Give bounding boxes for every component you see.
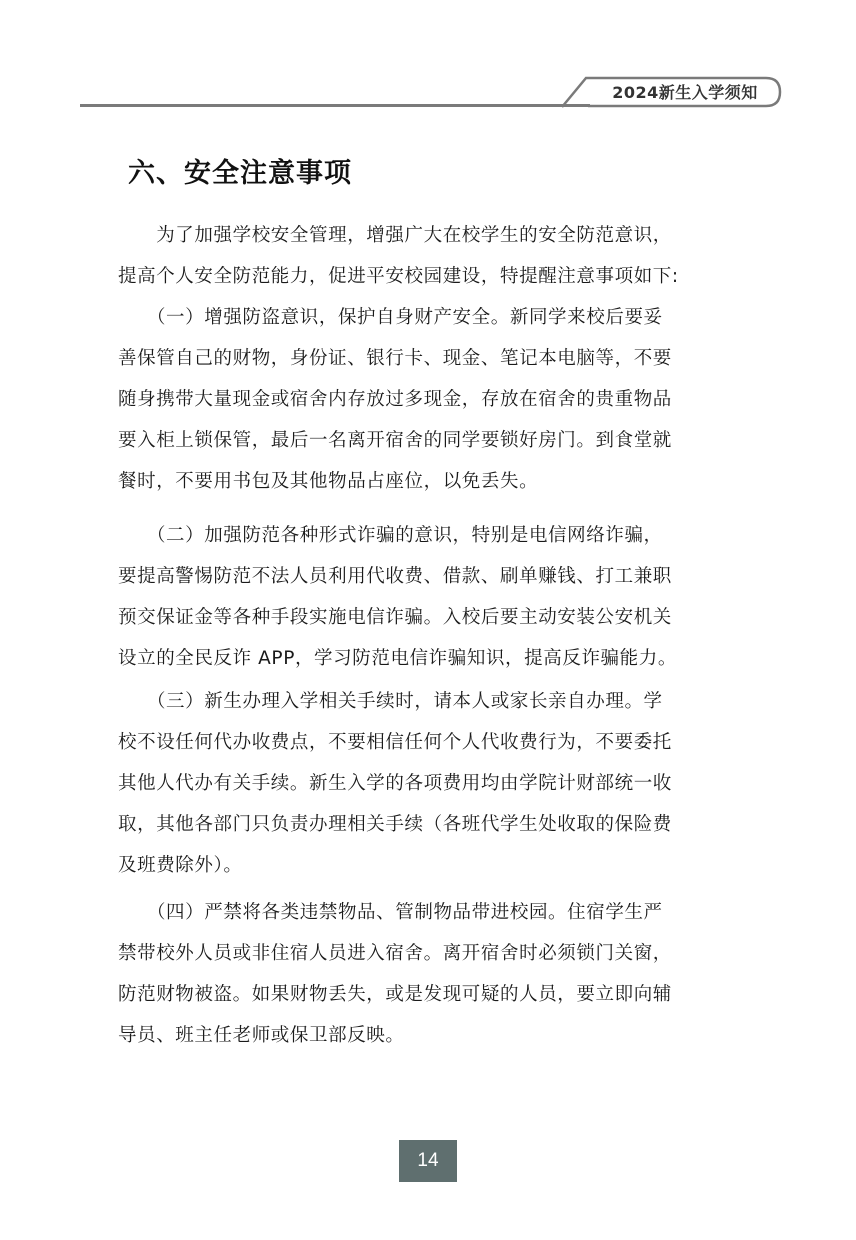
body-line: （二）加强防范各种形式诈骗的意识，特别是电信网络诈骗， <box>118 525 663 546</box>
body-line: 校不设任何代办收费点，不要相信任何个人代收费行为，不要委托 <box>118 732 672 753</box>
body-line: 设立的全民反诈 APP，学习防范电信诈骗知识，提高反诈骗能力。 <box>118 648 677 669</box>
body-line: 善保管自己的财物，身份证、银行卡、现金、笔记本电脑等，不要 <box>118 348 672 369</box>
body-line: 取，其他各部门只负责办理相关手续（各班代学生处收取的保险费 <box>118 814 672 835</box>
page-number: 14 <box>417 1150 439 1171</box>
body-line: 及班费除外）。 <box>118 855 243 876</box>
body-line: 防范财物被盗。如果财物丢失，或是发现可疑的人员，要立即向辅 <box>118 984 672 1005</box>
body-line: 餐时，不要用书包及其他物品占座位，以免丢失。 <box>118 471 539 492</box>
body-line: （四）严禁将各类违禁物品、管制物品带进校园。住宿学生严 <box>118 902 663 923</box>
section-title: 六、安全注意事项 <box>128 158 352 189</box>
header-rule <box>80 104 590 107</box>
body-line: 其他人代办有关手续。新生入学的各项费用均由学院计财部统一收 <box>118 773 672 794</box>
body-line: 禁带校外人员或非住宿人员进入宿舍。离开宿舍时必须锁门关窗， <box>118 943 672 964</box>
body-line: 导员、班主任老师或保卫部反映。 <box>118 1025 405 1046</box>
body-line: 要提高警惕防范不法人员利用代收费、借款、刷单赚钱、打工兼职 <box>118 566 672 587</box>
header-title: 2024新生入学须知 <box>612 83 758 102</box>
body-line: 随身携带大量现金或宿舍内存放过多现金，存放在宿舍的贵重物品 <box>118 389 672 410</box>
body-line: 提高个人安全防范能力，促进平安校园建设，特提醒注意事项如下: <box>118 266 679 287</box>
body-line: 为了加强学校安全管理，增强广大在校学生的安全防范意识， <box>118 225 672 246</box>
body-line: 要入柜上锁保管，最后一名离开宿舍的同学要锁好房门。到食堂就 <box>118 430 672 451</box>
page-number-badge <box>399 1140 457 1182</box>
body-line: （一）增强防盗意识，保护自身财产安全。新同学来校后要妥 <box>118 307 663 328</box>
body-line: 预交保证金等各种手段实施电信诈骗。入校后要主动安装公安机关 <box>118 607 672 628</box>
body-line: （三）新生办理入学相关手续时，请本人或家长亲自办理。学 <box>118 691 663 712</box>
